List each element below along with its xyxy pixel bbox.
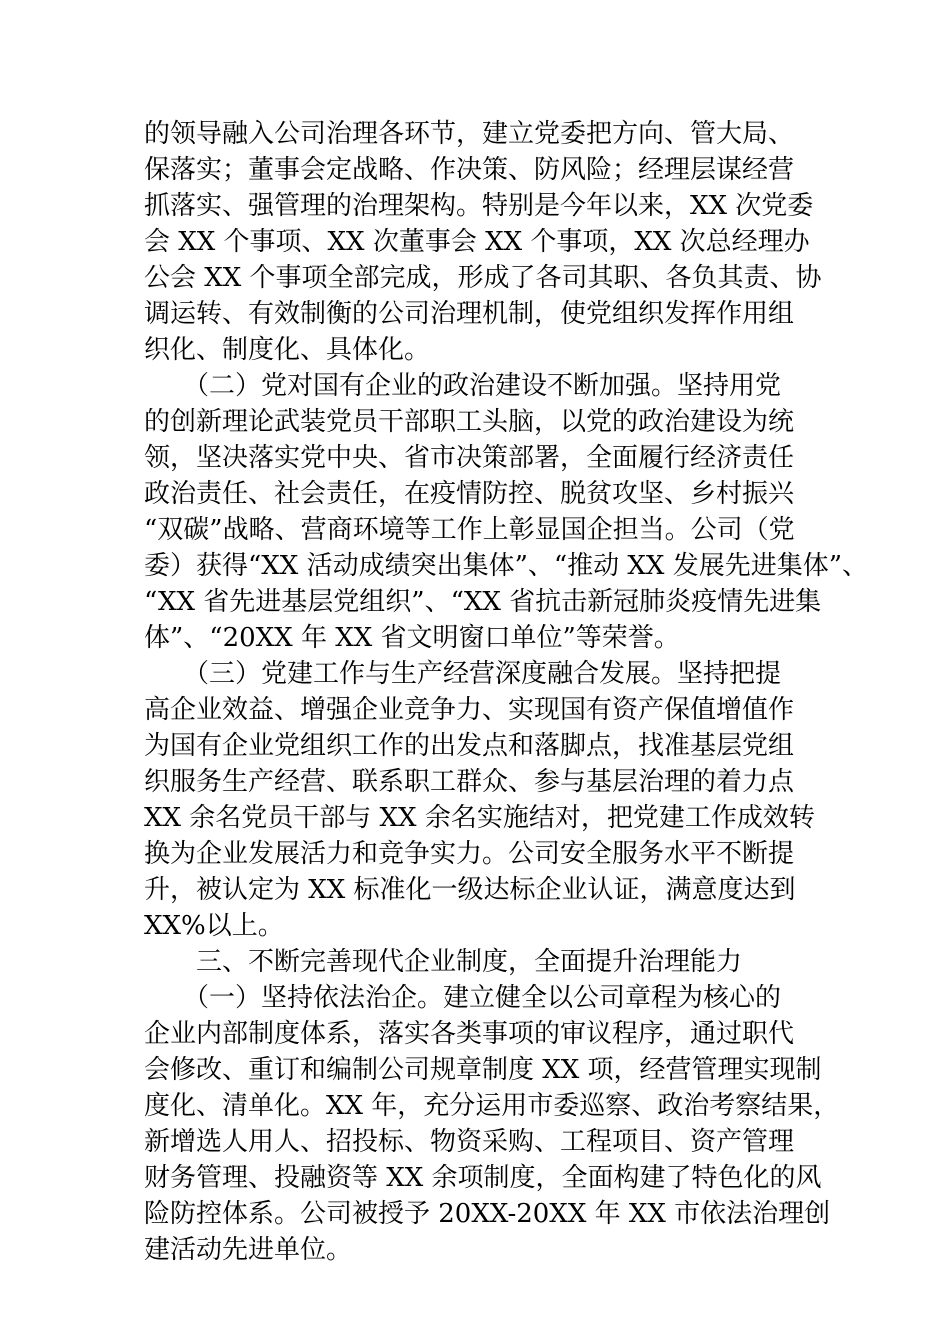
text-line: 保落实；董事会定战略、作决策、防风险；经理层谋经营 (144, 155, 795, 185)
text-line: 公会 XX 个事项全部完成，形成了各司其职、各负其责、协 (144, 263, 822, 293)
text-line: XX 余名党员干部与 XX 余名实施结对，把党建工作成效转 (144, 803, 815, 833)
section-heading (144, 944, 809, 980)
text-line: 织服务生产经营、联系职工群众、参与基层治理的着力点 (144, 767, 795, 797)
text-line: （一）坚持依法治企。建立健全以公司章程为核心的 (144, 983, 782, 1013)
text-line: 换为企业发展活力和竞争实力。公司安全服务水平不断提 (144, 839, 795, 869)
text-line: 委）获得“XX 活动成绩突出集体”、“推动 XX 发展先进集体”、 (144, 551, 869, 581)
text-line: “双碳”战略、营商环境等工作上彰显国企担当。公司（党 (144, 515, 795, 545)
text-line: 抓落实、强管理的治理架构。特别是今年以来，XX 次党委 (144, 191, 814, 221)
text-line: 会修改、重订和编制公司规章制度 XX 项，经营管理实现制 (144, 1055, 822, 1085)
text-line: （三）党建工作与生产经营深度融合发展。坚持把提 (144, 659, 782, 689)
text-line: 政治责任、社会责任，在疫情防控、脱贫攻坚、乡村振兴 (144, 479, 795, 509)
text-line: 新增选人用人、招投标、物资采购、工程项目、资产管理 (144, 1127, 795, 1157)
text-line: 度化、清单化。XX 年，充分运用市委巡察、政治考察结果， (144, 1091, 840, 1121)
text-line: 建活动先进单位。 (144, 1235, 353, 1265)
text-line: 升，被认定为 XX 标准化一级达标企业认证，满意度达到 (144, 875, 796, 905)
paragraph (144, 980, 840, 1268)
text-line: 的创新理论武装党员干部职工头脑，以党的政治建设为统 (144, 407, 795, 437)
text-line: 会 XX 个事项、XX 次董事会 XX 个事项，XX 次总经理办 (144, 227, 810, 257)
text-line: 领，坚决落实党中央、省市决策部署，全面履行经济责任 (144, 443, 795, 473)
paragraph (144, 368, 869, 656)
paragraph (144, 656, 815, 944)
text-line: 高企业效益、增强企业竞争力、实现国有资产保值增值作 (144, 695, 795, 725)
text-line: 险防控体系。公司被授予 20XX-20XX 年 XX 市依法治理创 (144, 1199, 831, 1229)
paragraph (144, 116, 822, 368)
text-line: 的领导融入公司治理各环节，建立党委把方向、管大局、 (144, 119, 795, 149)
text-line: 为国有企业党组织工作的出发点和落脚点，找准基层党组 (144, 731, 795, 761)
text-line: （二）党对国有企业的政治建设不断加强。坚持用党 (144, 371, 782, 401)
document-page (144, 116, 869, 1268)
text-line: XX%以上。 (144, 911, 284, 941)
text-line: 调运转、有效制衡的公司治理机制，使党组织发挥作用组 (144, 299, 795, 329)
text-line: 织化、制度化、具体化。 (144, 335, 431, 365)
text-line: 财务管理、投融资等 XX 余项制度，全面构建了特色化的风 (144, 1163, 822, 1193)
text-line: “XX 省先进基层党组织”、“XX 省抗击新冠肺炎疫情先进集 (144, 587, 822, 617)
text-line: 企业内部制度体系，落实各类事项的审议程序，通过职代 (144, 1019, 795, 1049)
text-line: 三、不断完善现代企业制度，全面提升治理能力 (144, 947, 743, 977)
text-line: 体”、“20XX 年 XX 省文明窗口单位”等荣誉。 (144, 623, 680, 653)
